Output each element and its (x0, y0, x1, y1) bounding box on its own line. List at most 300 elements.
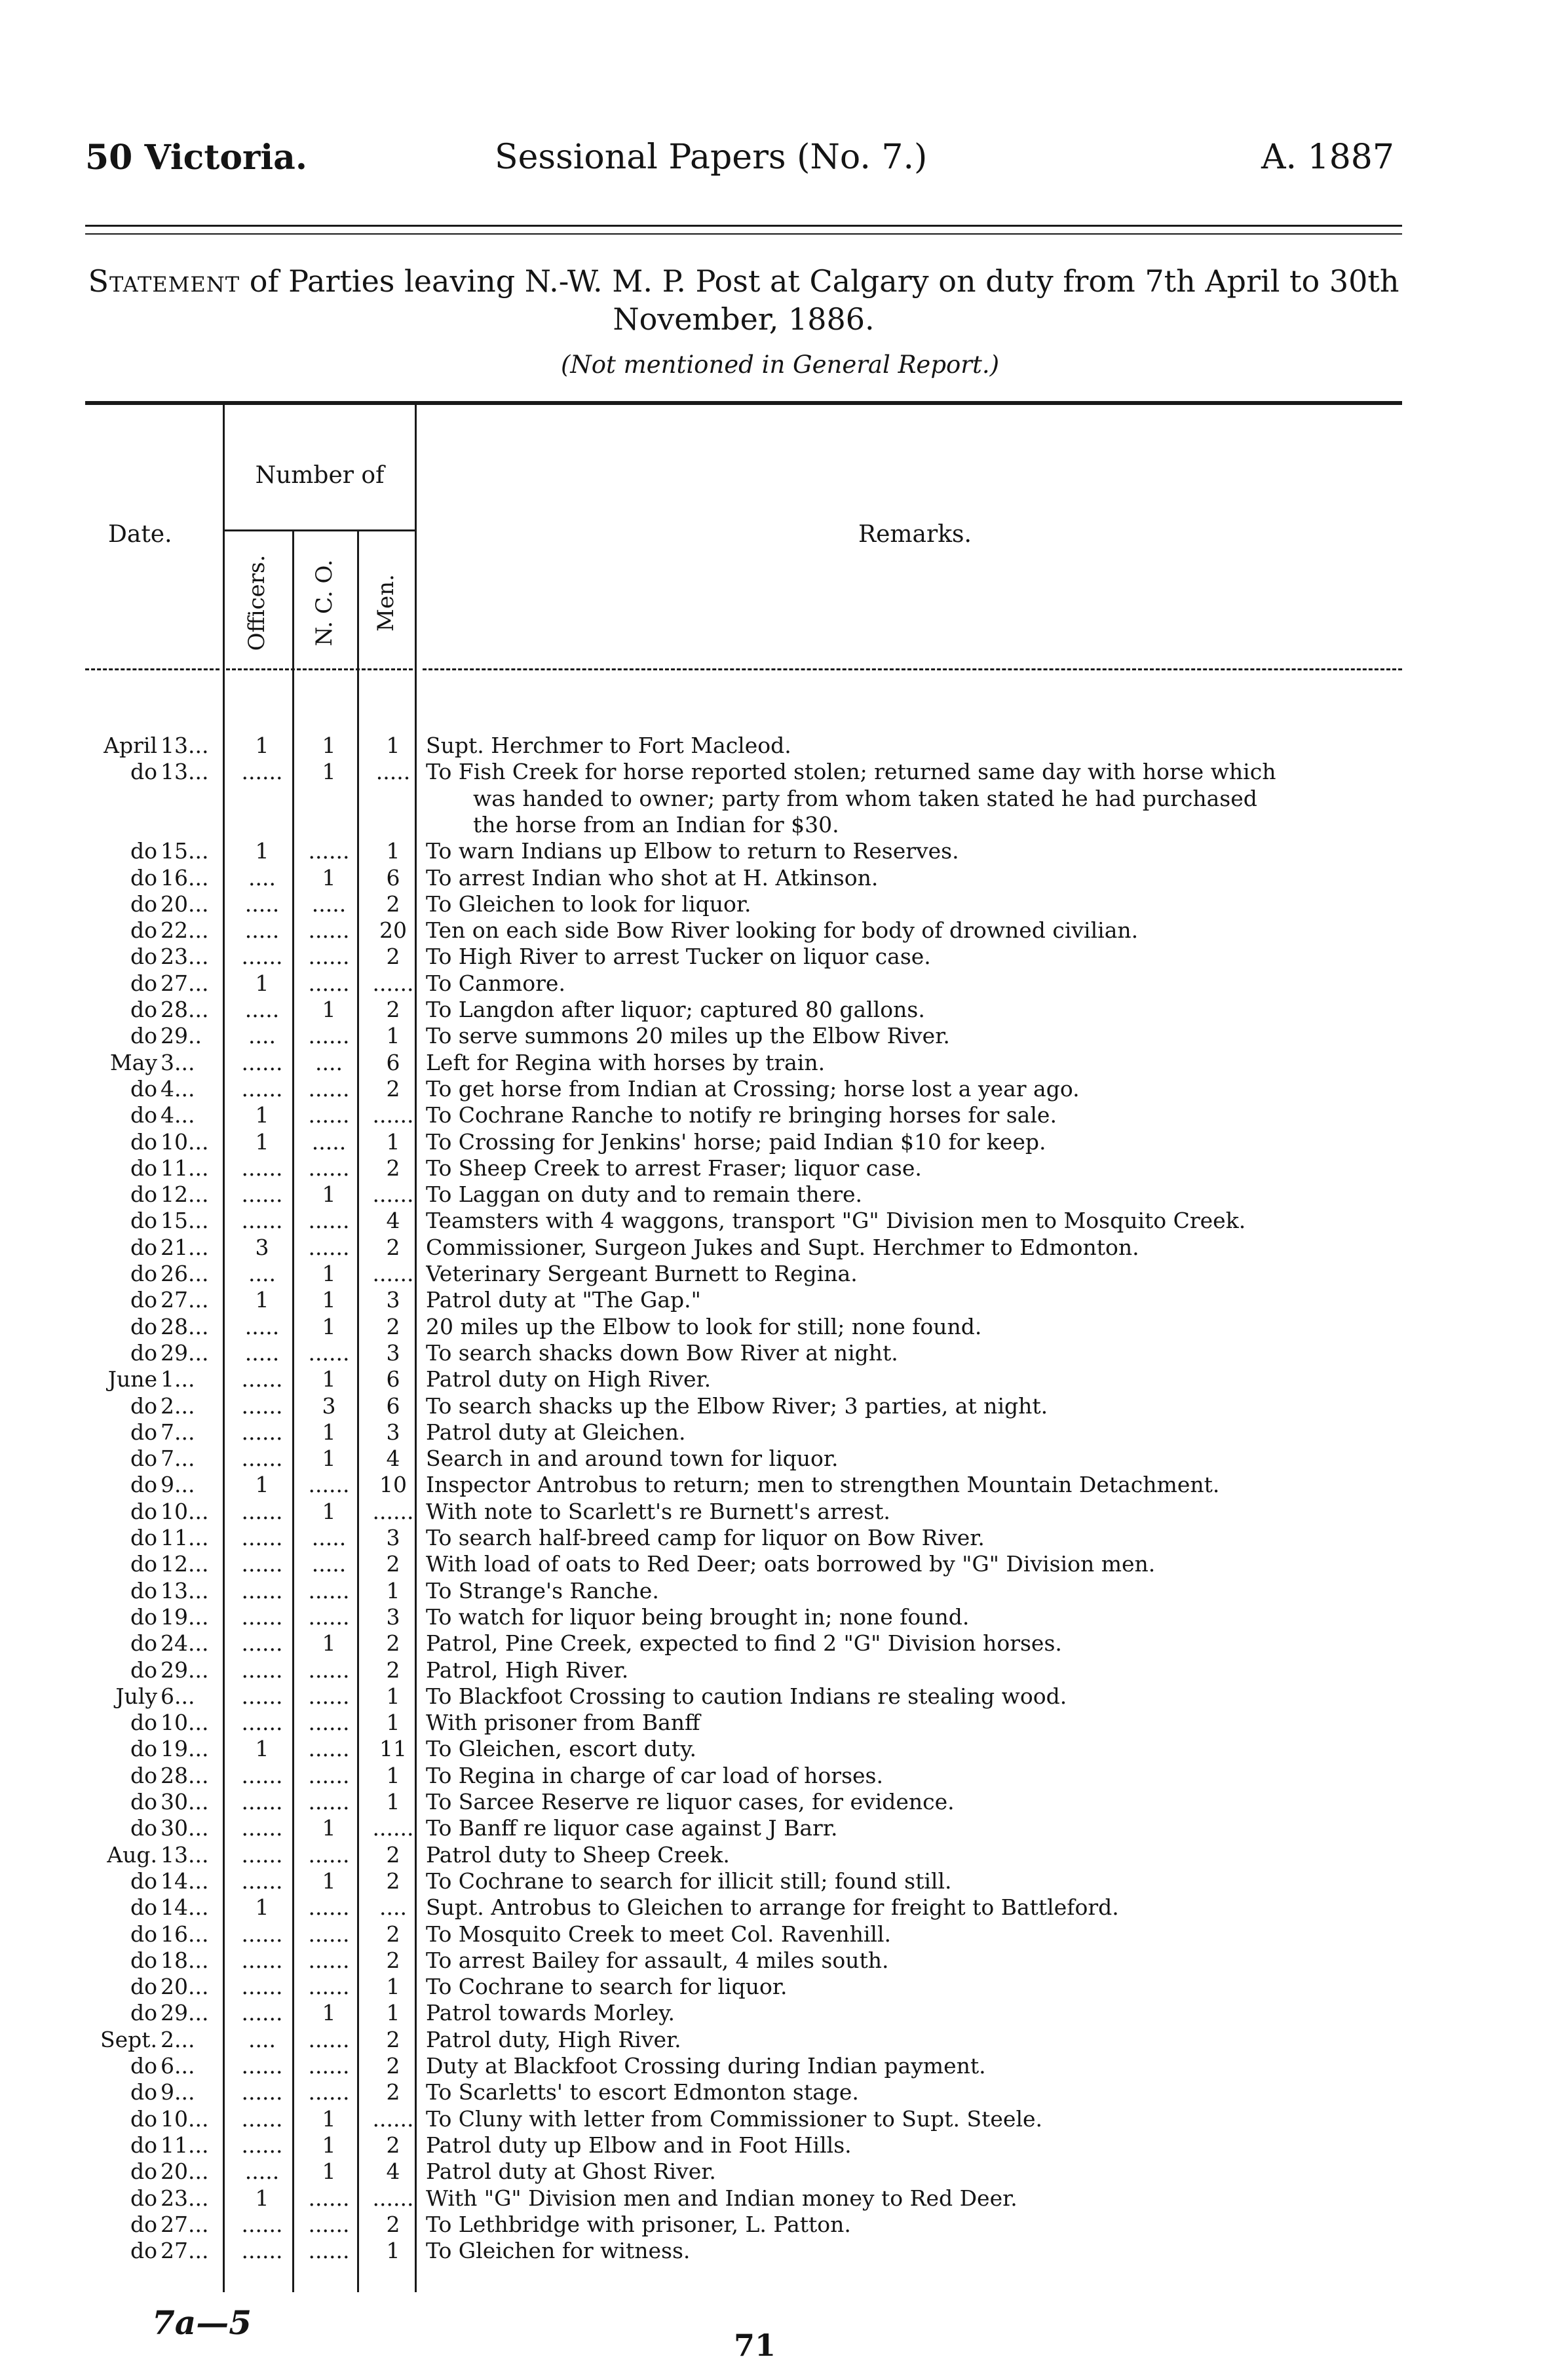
men-cell: 2 (386, 1868, 400, 1894)
men-cell: 2 (386, 891, 400, 917)
page-number: 71 (734, 2328, 776, 2363)
day-cell: 15... (161, 1208, 209, 1234)
table-row (0, 970, 1560, 997)
month-cell: May (109, 1049, 157, 1075)
nco-cell: ...... (308, 1155, 350, 1181)
nco-cell: 1 (322, 1313, 336, 1339)
nco-cell: ...... (308, 2053, 350, 2079)
men-cell: 1 (386, 2238, 400, 2264)
statement-title (85, 262, 1402, 338)
day-cell: 10... (161, 1498, 209, 1524)
officers-cell: 1 (255, 1128, 269, 1155)
men-cell: 2 (386, 2079, 400, 2105)
running-header-center: Sessional Papers (No. 7.) (495, 138, 928, 177)
day-cell: 27... (161, 2238, 209, 2264)
officers-cell: 1 (255, 970, 269, 996)
remarks-cell: Duty at Blackfoot Crossing during Indian payment. (426, 2053, 986, 2079)
remarks-cell: Supt. Antrobus to Gleichen to arrange for freight to Battleford. (426, 1894, 1119, 1921)
day-cell: 2... (161, 2026, 195, 2052)
nco-cell: 1 (322, 2132, 336, 2158)
men-cell: 2 (386, 2053, 400, 2079)
day-cell: 20... (161, 891, 209, 917)
nco-cell: .... (315, 1049, 343, 1075)
men-cell: 1 (386, 1974, 400, 2000)
month-cell: do (130, 891, 157, 917)
nco-cell: ...... (308, 1710, 350, 1736)
remarks-cell: To Cluny with letter from Commissioner to Supt. Steele. (426, 2105, 1043, 2132)
statement-text: of Parties leaving N.-W. M. P. Post at Calgary on duty from 7th April to 30th November, 1886. (249, 263, 1399, 337)
header-rule-bottom (85, 233, 1402, 235)
table-row (0, 1261, 1560, 1287)
day-cell: 19... (161, 1603, 209, 1630)
remarks-cell: Supt. Herchmer to Fort Macleod. (426, 733, 791, 758)
nco-cell: ...... (308, 917, 350, 944)
table-row (0, 2079, 1560, 2105)
men-cell: 2 (386, 944, 400, 970)
nco-cell: ...... (308, 2211, 350, 2237)
remarks-cell: 20 miles up the Elbow to look for still; none found. (426, 1313, 982, 1339)
nco-cell: ...... (308, 1762, 350, 1788)
table-row (0, 1974, 1560, 2000)
officers-cell: ...... (241, 1762, 283, 1788)
day-cell: 27... (161, 970, 209, 996)
day-cell: 19... (161, 1736, 209, 1762)
month-cell: do (130, 1392, 157, 1419)
men-cell: ...... (372, 2185, 414, 2211)
nco-cell: 1 (322, 997, 336, 1022)
month-cell: Aug. (107, 1841, 157, 1868)
nco-cell: ...... (308, 2185, 350, 2211)
number-of-underline (224, 529, 415, 531)
table-row (0, 2000, 1560, 2026)
nco-cell: ...... (308, 1683, 350, 1709)
nco-cell: ..... (311, 1551, 347, 1577)
men-cell: 20 (379, 917, 407, 944)
remarks-cell: To Crossing for Jenkins' horse; paid Indian $10 for keep. (426, 1128, 1046, 1155)
men-cell: 1 (386, 1577, 400, 1603)
day-cell: 9... (161, 1472, 195, 1498)
day-cell: 16... (161, 864, 209, 891)
remarks-cell: To Langdon after liquor; captured 80 gallons. (426, 997, 925, 1022)
remarks-cell: With note to Scarlett's re Burnett's arrest. (426, 1498, 890, 1524)
men-cell: 2 (386, 1947, 400, 1973)
men-cell: 6 (386, 1392, 400, 1419)
day-cell: 13... (161, 733, 209, 758)
nco-cell: 1 (322, 1868, 336, 1894)
officers-cell: 1 (255, 1736, 269, 1762)
men-cell: 3 (386, 1287, 400, 1313)
men-cell: 1 (386, 1710, 400, 1736)
nco-cell: ...... (308, 1974, 350, 2000)
day-cell: 15... (161, 838, 209, 864)
day-cell: 11... (161, 1155, 209, 1181)
nco-cell: ...... (308, 1921, 350, 1947)
header-rule-top (85, 225, 1402, 227)
men-cell: ...... (372, 1815, 414, 1841)
officers-cell: 3 (255, 1234, 269, 1260)
month-cell: Sept. (100, 2026, 157, 2052)
table-row (0, 1710, 1560, 1736)
table-row (0, 838, 1560, 864)
men-cell: 1 (386, 1683, 400, 1709)
officers-cell: ...... (241, 1657, 283, 1683)
table-row (0, 1868, 1560, 1894)
table-row (0, 1446, 1560, 1472)
nco-cell: ...... (308, 2238, 350, 2264)
officers-cell: ...... (241, 1525, 283, 1550)
day-cell: 16... (161, 1921, 209, 1947)
men-cell: 1 (386, 2000, 400, 2026)
men-cell: 6 (386, 864, 400, 891)
remarks-cell: Left for Regina with horses by train. (426, 1049, 826, 1075)
officers-cell: ...... (241, 1710, 283, 1736)
officers-cell: ...... (241, 2211, 283, 2237)
remarks-cell: To Sheep Creek to arrest Fraser; liquor case. (426, 1155, 922, 1181)
month-cell: do (130, 1603, 157, 1630)
officers-cell: ...... (241, 1630, 283, 1657)
officers-cell: 1 (255, 733, 269, 758)
table-row (0, 1683, 1560, 1710)
officers-cell: 1 (255, 1894, 269, 1921)
nco-cell: 1 (322, 1181, 336, 1208)
table-row (0, 917, 1560, 944)
month-cell: do (130, 1419, 157, 1445)
men-cell: ...... (372, 1181, 414, 1208)
month-cell: do (130, 1868, 157, 1894)
officers-cell: .... (248, 1023, 276, 1049)
table-row (0, 733, 1560, 759)
table-row (0, 2053, 1560, 2079)
remarks-cell: Patrol duty at Gleichen. (426, 1419, 686, 1445)
officers-cell: ...... (241, 1815, 283, 1841)
month-cell: do (130, 759, 157, 785)
men-heading: Men. (373, 574, 399, 632)
officers-cell: ...... (241, 944, 283, 970)
remarks-cell: To Mosquito Creek to meet Col. Ravenhill. (426, 1921, 891, 1947)
officers-cell: ...... (241, 759, 283, 785)
remarks-cell: the horse from an Indian for $30. (473, 811, 839, 837)
month-cell: do (130, 1762, 157, 1788)
month-cell: do (130, 1208, 157, 1234)
month-cell: do (130, 1181, 157, 1208)
officers-cell: ...... (241, 1155, 283, 1181)
remarks-cell: To warn Indians up Elbow to return to Reserves. (426, 838, 959, 864)
header-dash-numbers (226, 668, 413, 670)
table-row (0, 1657, 1560, 1683)
officers-cell: ...... (241, 2053, 283, 2079)
month-cell: do (130, 997, 157, 1022)
month-cell: do (130, 1102, 157, 1128)
remarks-cell: Inspector Antrobus to return; men to strengthen Mountain Detachment. (426, 1472, 1220, 1498)
officers-cell: ...... (241, 2000, 283, 2026)
table-row (0, 865, 1560, 891)
month-cell: do (130, 2000, 157, 2026)
remarks-cell: To search shacks up the Elbow River; 3 parties, at night. (426, 1392, 1048, 1419)
month-cell: do (130, 1577, 157, 1603)
table-row (0, 2238, 1560, 2264)
remarks-cell: To High River to arrest Tucker on liquor case. (426, 944, 931, 970)
remarks-cell: To search half-breed camp for liquor on Bow River. (426, 1525, 985, 1550)
day-cell: 14... (161, 1868, 209, 1894)
table-row (0, 1763, 1560, 1789)
table-row-continuation (0, 786, 1560, 812)
day-cell: 11... (161, 2132, 209, 2158)
day-cell: 28... (161, 1762, 209, 1788)
table-row (0, 2212, 1560, 2238)
month-cell: do (130, 1815, 157, 1841)
table-row-continuation (0, 812, 1560, 838)
day-cell: 27... (161, 2211, 209, 2237)
remarks-heading: Remarks. (858, 521, 972, 548)
officers-cell: ...... (241, 2132, 283, 2158)
month-cell: April (104, 733, 157, 758)
nco-cell: 1 (322, 1498, 336, 1524)
nco-cell: ...... (308, 944, 350, 970)
remarks-cell: Commissioner, Surgeon Jukes and Supt. Herchmer to Edmonton. (426, 1234, 1139, 1260)
remarks-cell: To Scarletts' to escort Edmonton stage. (426, 2079, 859, 2105)
month-cell: do (130, 1894, 157, 1921)
table-row (0, 1314, 1560, 1340)
table-row (0, 1393, 1560, 1419)
remarks-cell: To watch for liquor being brought in; none found. (426, 1603, 970, 1630)
men-cell: 2 (386, 2211, 400, 2237)
officers-cell: ...... (241, 1947, 283, 1973)
remarks-cell: To Regina in charge of car load of horses. (426, 1762, 883, 1788)
table-row (0, 1155, 1560, 1181)
nco-cell: 1 (322, 2105, 336, 2132)
nco-cell: ...... (308, 2026, 350, 2052)
men-cell: 6 (386, 1049, 400, 1075)
month-cell: do (130, 2238, 157, 2264)
nco-cell: ...... (308, 1234, 350, 1260)
officers-cell: ...... (241, 1208, 283, 1234)
remarks-cell: To Cochrane Ranche to notify re bringing horses for sale. (426, 1102, 1057, 1128)
officers-cell: ..... (244, 1339, 280, 1366)
remarks-cell: With prisoner from Banff (426, 1710, 700, 1736)
month-cell: do (130, 2211, 157, 2237)
table-row (0, 1921, 1560, 1948)
day-cell: 14... (161, 1894, 209, 1921)
day-cell: 26... (161, 1261, 209, 1286)
table-row (0, 2185, 1560, 2212)
men-cell: 2 (386, 1313, 400, 1339)
nco-cell: ...... (308, 1102, 350, 1128)
table-top-rule (85, 401, 1402, 405)
officers-cell: 1 (255, 1102, 269, 1128)
day-cell: 6... (161, 1683, 195, 1709)
nco-heading: N. C. O. (311, 559, 337, 647)
day-cell: 18... (161, 1947, 209, 1973)
month-cell: do (130, 1736, 157, 1762)
table-row (0, 1894, 1560, 1921)
men-cell: 2 (386, 1155, 400, 1181)
day-cell: 13... (161, 1841, 209, 1868)
nco-cell: 1 (322, 1446, 336, 1472)
remarks-cell: Patrol duty to Sheep Creek. (426, 1841, 730, 1868)
officers-cell: ...... (241, 1577, 283, 1603)
nco-cell: ...... (308, 2079, 350, 2105)
month-cell: do (130, 1234, 157, 1260)
men-cell: 2 (386, 1657, 400, 1683)
remarks-cell: Patrol duty up Elbow and in Foot Hills. (426, 2132, 852, 2158)
men-cell: .... (379, 1894, 407, 1921)
nco-cell: 1 (322, 1287, 336, 1313)
month-cell: do (130, 2185, 157, 2211)
men-cell: 1 (386, 1762, 400, 1788)
men-cell: 2 (386, 2026, 400, 2052)
month-cell: do (130, 1525, 157, 1550)
remarks-cell: To serve summons 20 miles up the Elbow River. (426, 1023, 950, 1049)
header-dash-date (85, 668, 219, 670)
men-cell: 2 (386, 1234, 400, 1260)
men-cell: ...... (372, 1102, 414, 1128)
men-cell: 4 (386, 1446, 400, 1472)
officers-cell: ...... (241, 1868, 283, 1894)
table-row (0, 1472, 1560, 1498)
table-row (0, 2106, 1560, 2132)
remarks-cell: Veterinary Sergeant Burnett to Regina. (426, 1261, 858, 1286)
men-cell: 2 (386, 1921, 400, 1947)
day-cell: 12... (161, 1551, 209, 1577)
month-cell: do (130, 1921, 157, 1947)
men-cell: 4 (386, 1208, 400, 1234)
officers-cell: ...... (241, 1841, 283, 1868)
men-cell: 1 (386, 1789, 400, 1814)
table-row (0, 1102, 1560, 1128)
month-cell: do (130, 1551, 157, 1577)
officers-cell: ...... (241, 1181, 283, 1208)
table-row (0, 1023, 1560, 1049)
month-cell: do (130, 1155, 157, 1181)
remarks-cell: To arrest Indian who shot at H. Atkinson. (426, 864, 879, 891)
month-cell: do (130, 1313, 157, 1339)
table-row (0, 1287, 1560, 1313)
men-cell: 2 (386, 997, 400, 1022)
nco-cell: ..... (311, 1525, 347, 1550)
month-cell: do (130, 2053, 157, 2079)
nco-cell: ...... (308, 1789, 350, 1814)
officers-cell: ...... (241, 1446, 283, 1472)
men-cell: ...... (372, 1498, 414, 1524)
day-cell: 4... (161, 1075, 195, 1102)
men-cell: 10 (379, 1472, 407, 1498)
number-of-heading: Number of (255, 462, 385, 489)
day-cell: 21... (161, 1234, 209, 1260)
remarks-cell: To Canmore. (426, 970, 565, 996)
nco-cell: 1 (322, 1261, 336, 1286)
day-cell: 6... (161, 2053, 195, 2079)
men-cell: 1 (386, 1023, 400, 1049)
day-cell: 29... (161, 1339, 209, 1366)
statement-lead: Statement (88, 263, 240, 299)
month-cell: do (130, 1630, 157, 1657)
officers-cell: .... (248, 2026, 276, 2052)
officers-cell: ...... (241, 1789, 283, 1814)
header-dash-remarks (423, 668, 1402, 670)
officers-cell: 1 (255, 838, 269, 864)
men-cell: 2 (386, 1075, 400, 1102)
nco-cell: 1 (322, 759, 336, 785)
men-cell: 1 (386, 733, 400, 758)
day-cell: 20... (161, 2159, 209, 2185)
table-row (0, 2159, 1560, 2185)
remarks-cell: To Laggan on duty and to remain there. (426, 1181, 863, 1208)
table-row (0, 997, 1560, 1023)
men-cell: 1 (386, 1128, 400, 1155)
nco-cell: ...... (308, 1947, 350, 1973)
men-cell: 11 (379, 1736, 407, 1762)
month-cell: do (130, 2159, 157, 2185)
remarks-cell: Search in and around town for liquor. (426, 1446, 839, 1472)
month-cell: do (130, 1128, 157, 1155)
month-cell: do (130, 838, 157, 864)
statement-subtitle: (Not mentioned in General Report.) (560, 351, 1000, 379)
table-row (0, 944, 1560, 970)
day-cell: 28... (161, 997, 209, 1022)
officers-cell: ..... (244, 917, 280, 944)
day-cell: 10... (161, 1128, 209, 1155)
day-cell: 9... (161, 2079, 195, 2105)
men-cell: ..... (375, 759, 411, 785)
officers-cell: .... (248, 1261, 276, 1286)
table-row (0, 1815, 1560, 1841)
nco-cell: ...... (308, 1075, 350, 1102)
nco-cell: 1 (322, 733, 336, 758)
remarks-cell: To get horse from Indian at Crossing; horse lost a year ago. (426, 1075, 1080, 1102)
remarks-cell: To arrest Bailey for assault, 4 miles south. (426, 1947, 889, 1973)
month-cell: do (130, 1974, 157, 2000)
nco-cell: ...... (308, 1841, 350, 1868)
table-row (0, 1630, 1560, 1657)
officers-cell: 1 (255, 1287, 269, 1313)
remarks-cell: Teamsters with 4 waggons, transport "G" Division men to Mosquito Creek. (426, 1208, 1246, 1234)
officers-cell: ...... (241, 2105, 283, 2132)
officers-cell: ...... (241, 2238, 283, 2264)
day-cell: 11... (161, 1525, 209, 1550)
signature-mark: 7a—5 (152, 2303, 252, 2342)
nco-cell: ...... (308, 1339, 350, 1366)
remarks-cell: To Blackfoot Crossing to caution Indians re stealing wood. (426, 1683, 1067, 1709)
remarks-cell: With load of oats to Red Deer; oats borrowed by "G" Division men. (426, 1551, 1156, 1577)
table-row (0, 1419, 1560, 1446)
nco-cell: ..... (311, 1128, 347, 1155)
month-cell: do (130, 917, 157, 944)
table-row (0, 1551, 1560, 1577)
month-cell: do (130, 1446, 157, 1472)
day-cell: 7... (161, 1446, 195, 1472)
nco-cell: 3 (322, 1392, 336, 1419)
remarks-cell: Ten on each side Bow River looking for body of drowned civilian. (426, 917, 1139, 944)
nco-cell: ...... (308, 1657, 350, 1683)
nco-cell: ..... (311, 891, 347, 917)
men-cell: 3 (386, 1419, 400, 1445)
men-cell: 1 (386, 838, 400, 864)
table-row (0, 1789, 1560, 1815)
remarks-cell: To search shacks down Bow River at night. (426, 1339, 898, 1366)
officers-cell: ...... (241, 1075, 283, 1102)
nco-cell: 1 (322, 2000, 336, 2026)
officers-cell: 1 (255, 2185, 269, 2211)
month-cell: do (130, 1498, 157, 1524)
table-row (0, 1578, 1560, 1604)
table-row (0, 1525, 1560, 1551)
officers-cell: ...... (241, 1603, 283, 1630)
month-cell: do (130, 1472, 157, 1498)
officers-cell: ...... (241, 1498, 283, 1524)
nco-cell: ...... (308, 1208, 350, 1234)
table-row (0, 1948, 1560, 1974)
day-cell: 23... (161, 2185, 209, 2211)
